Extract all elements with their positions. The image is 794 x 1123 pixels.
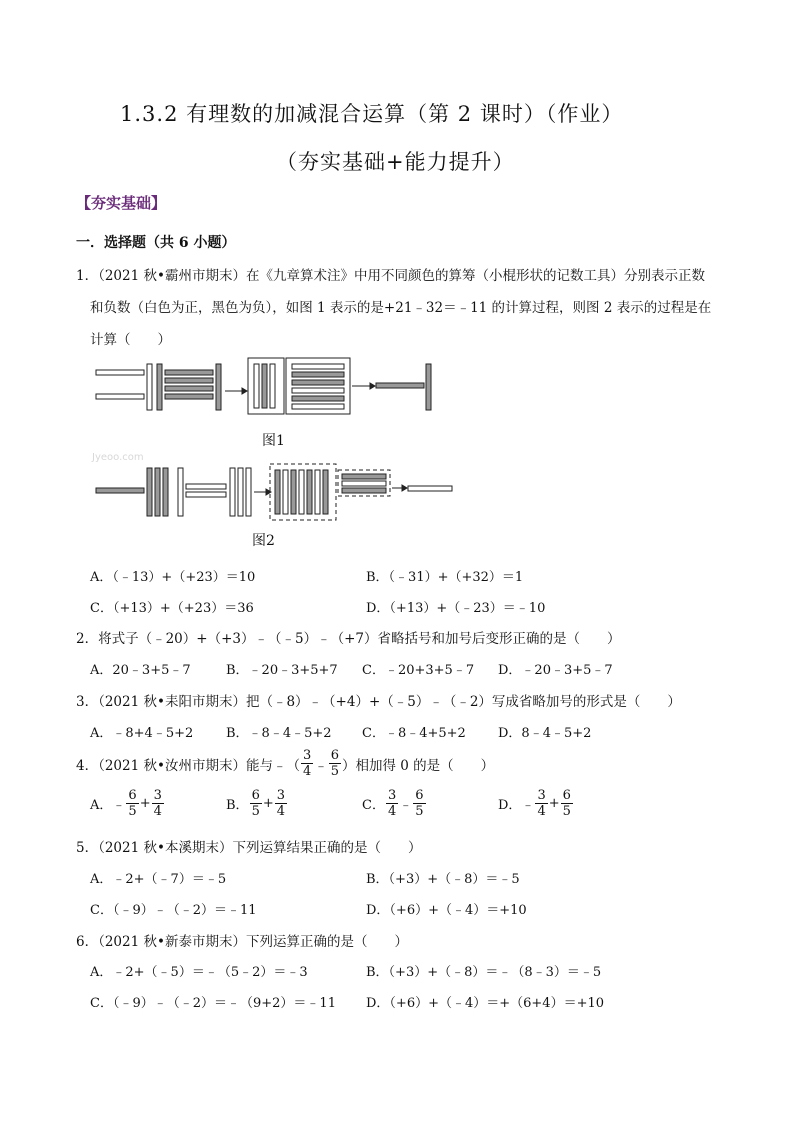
q2-text: 2．将式子（﹣20）+（+3）﹣（﹣5）﹣（+7）省略括号和加号后变形正确的是（ ） <box>76 631 621 647</box>
q5-option-a[interactable]: A．﹣2+（﹣7）＝﹣5 <box>90 872 227 887</box>
fig1-black-rod <box>292 380 344 385</box>
q2-option-a[interactable]: A．20﹣3+5﹣7 <box>90 663 191 678</box>
section-heading: 【夯实基础】 <box>76 194 167 212</box>
q1-option-d[interactable]: D．（+13）+（﹣23）＝﹣10 <box>366 601 546 616</box>
q1-option-b[interactable]: B．（﹣31）+（+32）＝1 <box>366 570 524 585</box>
q5-option-b[interactable]: B．（+3）+（﹣8）＝﹣5 <box>366 872 520 887</box>
fig1-black-rod <box>165 370 213 375</box>
fig2-black-rod <box>96 488 144 493</box>
q4-option-d[interactable]: D． ﹣ $\frac{3}{4}$ + $\frac{6}{5}$ <box>498 788 571 819</box>
fig1-white-rod <box>254 364 259 408</box>
fig1-black-rod <box>262 364 267 408</box>
fraction: $\frac{3}{4}$ <box>276 788 286 819</box>
q3-option-c[interactable]: C．﹣8﹣4+5+2 <box>362 726 466 741</box>
q5-option-c[interactable]: C．（﹣9）﹣（﹣2）＝﹣11 <box>90 903 257 918</box>
fig1-arrowhead <box>242 388 247 394</box>
q4-text <box>76 748 494 779</box>
fig2-black-rod <box>323 470 328 514</box>
fig1-black-rod <box>426 364 431 410</box>
fraction: $\frac{6}{5}$ <box>562 788 571 819</box>
fig2-black-rod <box>342 488 386 493</box>
fig2-white-rod <box>315 470 320 514</box>
fig2-black-rod <box>342 474 386 479</box>
q2-option-b[interactable]: B．﹣20﹣3+5+7 <box>226 663 338 678</box>
q4-text-post: ）相加得 0 的是（ ） <box>342 757 495 774</box>
fraction: $\frac{3}{4}$ <box>153 788 162 819</box>
q1-option-c[interactable]: C．（+13）+（+23）＝36 <box>90 601 254 616</box>
q4-fraction: $\frac{6}{5}$ <box>330 748 340 779</box>
part-header: 一．选择题（共 6 小题） <box>76 235 236 251</box>
fig1-white-rod <box>147 364 152 410</box>
q1-line3: 计算（ ） <box>90 332 171 348</box>
fig1-black-rod <box>292 372 344 377</box>
fig1-black-rod <box>157 364 162 410</box>
fig1-black-rod <box>216 364 221 410</box>
fig2-black-rod <box>147 468 152 516</box>
fig1-white-rod <box>270 364 275 408</box>
fig2-black-rod <box>275 470 280 514</box>
q5-text: 5．（2021 秋•本溪期末）下列运算结果正确的是（ ） <box>76 840 422 856</box>
q2-option-d[interactable]: D．﹣20﹣3+5﹣7 <box>498 663 613 678</box>
fig1-black-rod <box>165 386 213 391</box>
fig1-black-rod <box>292 396 344 401</box>
fig2-white-rod <box>238 468 243 516</box>
q4-fraction: $\frac{3}{4}$ <box>302 748 312 779</box>
q4-minus: ﹣ <box>314 757 328 774</box>
page-title: 1.3.2 有理数的加减混合运算（第 2 课时）（作业） <box>120 102 624 126</box>
fig2-white-rod <box>230 468 235 516</box>
q6-option-a[interactable]: A．﹣2+（﹣5）＝﹣（5﹣2）＝﹣3 <box>90 965 308 980</box>
q3-option-b[interactable]: B．﹣8﹣4﹣5+2 <box>226 726 332 741</box>
q6-text: 6．（2021 秋•新泰市期末）下列运算正确的是（ ） <box>76 934 408 950</box>
q1-line1: 1．（2021 秋•霸州市期末）在《九章算术注》中用不同颜色的算筹（小棍形状的记数工具）分别表示正数 <box>76 268 705 284</box>
fig2-white-rod <box>283 470 288 514</box>
fig1-white-rod <box>292 388 344 393</box>
fig2-white-rod <box>246 468 251 516</box>
q6-option-b[interactable]: B．（+3）+（﹣8）＝﹣（8﹣3）＝﹣5 <box>366 965 602 980</box>
figure-1 <box>90 356 450 416</box>
q1-line2: 和负数（白色为正，黑色为负），如图 1 表示的是+21﹣32＝﹣11 的计算过程，则图 2 表示的过程是在 <box>90 300 712 316</box>
q6-option-c[interactable]: C．（﹣9）﹣（﹣2）＝﹣（9+2）＝﹣11 <box>90 996 336 1011</box>
fig1-black-rod <box>165 394 213 399</box>
fig2-black-rod <box>307 470 312 514</box>
figure-2-label: 图2 <box>252 533 275 549</box>
fig1-white-rod <box>292 404 344 409</box>
fig1-white-rod <box>96 370 144 375</box>
figure-1-label: 图1 <box>262 433 285 449</box>
figure-2 <box>90 462 460 524</box>
fig2-white-rod <box>186 492 226 497</box>
fig1-white-rod <box>96 394 144 399</box>
q1-option-a[interactable]: A．（﹣13）+（+23）＝10 <box>90 570 256 585</box>
fig1-black-rod <box>165 378 213 383</box>
fig2-white-rod <box>299 470 304 514</box>
q4-option-a[interactable]: A． ﹣ $\frac{6}{5}$ + $\frac{3}{4}$ <box>90 788 162 819</box>
fraction: $\frac{6}{5}$ <box>415 788 424 819</box>
q4-text-pre: 4．（2021 秋•汝州市期末）能与﹣（ <box>76 757 300 774</box>
fig2-white-rod <box>342 481 386 486</box>
q3-option-a[interactable]: A．﹣8+4﹣5+2 <box>90 726 194 741</box>
q3-option-d[interactable]: D．8﹣4﹣5+2 <box>498 726 592 741</box>
fig1-white-rod <box>292 364 344 369</box>
fig2-black-rod <box>163 468 168 516</box>
q4-option-b[interactable]: B． $\frac{6}{5}$ + $\frac{3}{4}$ <box>226 788 286 819</box>
q5-option-d[interactable]: D．（+6）+（﹣4）＝+10 <box>366 903 527 918</box>
fraction: $\frac{6}{5}$ <box>251 788 260 819</box>
fig1-black-rod <box>376 383 424 388</box>
page-subtitle: （夯实基础+能力提升） <box>276 150 515 174</box>
fig2-white-rod <box>408 486 452 491</box>
q3-text: 3．（2021 秋•耒阳市期末）把（﹣8）﹣（+4）+（﹣5）﹣（﹣2）写成省略加号的形式是（ ） <box>76 694 681 710</box>
fig2-black-rod <box>291 470 296 514</box>
watermark: Jyeoo.com <box>92 452 144 463</box>
q2-option-c[interactable]: C．﹣20+3+5﹣7 <box>362 663 475 678</box>
fraction: $\frac{6}{5}$ <box>128 788 137 819</box>
fraction: $\frac{3}{4}$ <box>537 788 546 819</box>
fig2-white-rod <box>186 484 226 489</box>
q4-option-c[interactable]: C． $\frac{3}{4}$ ﹣ $\frac{6}{5}$ <box>362 788 424 819</box>
fig2-white-rod <box>178 468 183 516</box>
fig2-black-rod <box>155 468 160 516</box>
fraction: $\frac{3}{4}$ <box>387 788 397 819</box>
q6-option-d[interactable]: D．（+6）+（﹣4）＝+（6+4）＝+10 <box>366 996 605 1011</box>
fig2-arrowhead <box>402 485 407 491</box>
fig1-arrowhead <box>370 383 375 389</box>
